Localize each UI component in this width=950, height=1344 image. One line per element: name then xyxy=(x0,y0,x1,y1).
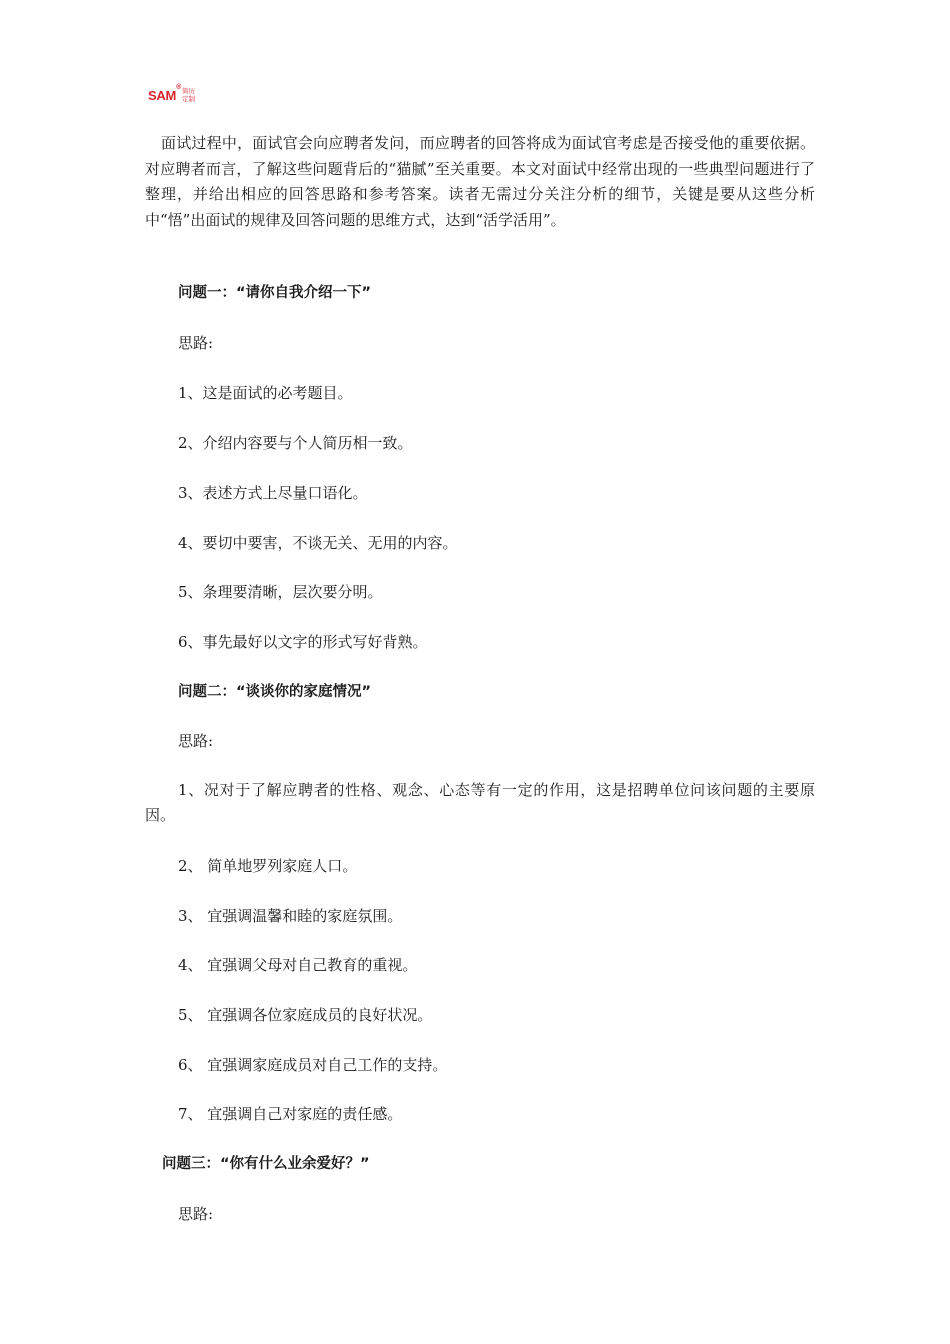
intro-paragraph: 面试过程中，面试官会向应聘者发问，而应聘者的回答将成为面试官考虑是否接受他的重要依据。对应聘者而言，了解这些问题背后的“猫腻”至关重要。本文对面试中经常出现的一些典型问题进行了整理，并给出相应的回答思路和参考答案。读者无需过分关注分析的细节，关键是要从这些分析中“悟”出面试的规律及回答问题的思维方式，达到“活学活用”。 xyxy=(145,134,815,229)
question-3-title: 问题三：“你有什么业余爱好？” xyxy=(162,1156,370,1172)
question-1-point: 6、事先最好以文字的形式写好背熟。 xyxy=(178,633,428,651)
question-2-point: 7、 宜强调自己对家庭的责任感。 xyxy=(178,1105,403,1123)
question-2-point: 6、 宜强调家庭成员对自己工作的支持。 xyxy=(178,1056,448,1074)
question-1-point: 2、介绍内容要与个人简历相一致。 xyxy=(178,434,413,452)
question-1-title: 问题一：“请你自我介绍一下” xyxy=(178,285,372,301)
logo-subtitle-line2: 定制 xyxy=(182,95,195,103)
question-2-point: 5、 宜强调各位家庭成员的良好状况。 xyxy=(178,1006,433,1024)
question-2-approach-label: 思路: xyxy=(178,732,214,750)
question-1-point: 4、要切中要害，不谈无关、无用的内容。 xyxy=(178,534,458,552)
question-2-point: 2、 简单地罗列家庭人口。 xyxy=(178,857,358,875)
sam-logo xyxy=(148,82,195,108)
question-2-point: 1、况对于了解应聘者的性格、观念、心态等有一定的作用，这是招聘单位问该问题的主要原因。 xyxy=(145,781,815,824)
question-3-approach-label: 思路: xyxy=(178,1205,214,1223)
question-1-point: 3、表述方式上尽量口语化。 xyxy=(178,484,368,502)
logo-text: SAM ® xyxy=(148,83,181,103)
question-2-title: 问题二：“谈谈你的家庭情况” xyxy=(178,684,372,700)
logo-subtitle xyxy=(182,87,195,103)
registered-mark: ® xyxy=(176,83,181,91)
question-1-approach-label: 思路: xyxy=(178,334,214,352)
logo-subtitle-line1: 简历 xyxy=(182,87,195,95)
question-1-point: 1、这是面试的必考题目。 xyxy=(178,384,353,402)
question-2-point: 4、 宜强调父母对自己教育的重视。 xyxy=(178,956,418,974)
question-2-point: 3、 宜强调温馨和睦的家庭氛围。 xyxy=(178,907,403,925)
question-1-point: 5、条理要清晰，层次要分明。 xyxy=(178,583,383,601)
